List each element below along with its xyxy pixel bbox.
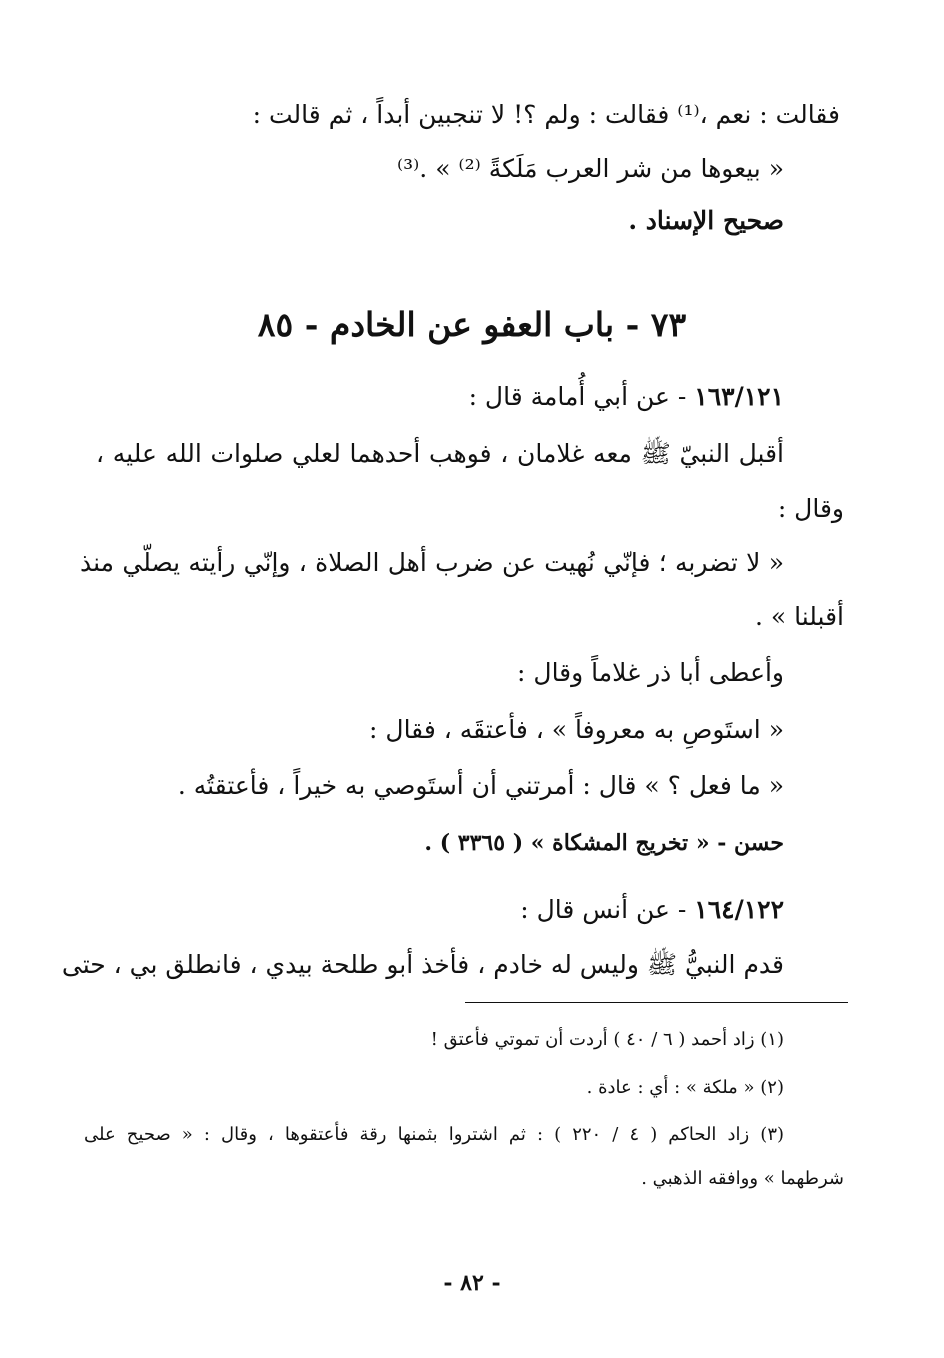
footnote: (٣) زاد الحاكم ( ٤ / ٢٢٠ ) : ثم اشتروا بثمنها رقة فأعتقوها ، وقال : « صحيح على [84,1124,785,1145]
footnote: (٢) « ملكة » : أي : عادة . [586,1077,784,1098]
hadith-intro: - عن أنس قال : [520,895,695,924]
text-line: فقالت : نعم ،⁽¹⁾ فقالت : ولم ؟! لا تنجبين أبداً ، ثم قالت : [252,100,840,129]
footnote: شرطهما » ووافقه الذهبي . [641,1168,844,1189]
hadith-number: ١٦٣/١٢١ [694,382,784,411]
footnote-separator [465,1002,848,1003]
text-line: أقبلنا » . [754,602,844,631]
text-line: أقبل النبيّ ﷺ معه غلامان ، فوهب أحدهما لعلي صلوات الله عليه ، [96,439,784,468]
text-line: قدم النبيُّ ﷺ وليس له خادم ، فأخذ أبو طلحة بيدي ، فانطلق بي ، حتى [61,950,784,979]
text-line: « لا تضربه ؛ فإنّي نُهيت عن ضرب أهل الصلاة ، وإنّي رأيته يصلّي منذ [80,548,784,577]
chapter-heading: ٧٣ - باب العفو عن الخادم - ٨٥ [257,305,687,344]
text-line: « استَوصِ به معروفاً » ، فأعتقَه ، فقال : [369,715,784,744]
text-line: وقال : [777,494,844,523]
hadith-header [469,380,784,414]
grading-text: حسن - « تخريج المشكاة » ( ٣٣٦٥ ) . [424,830,784,856]
footnote: (١) زاد أحمد ( ٦ / ٤٠ ) أردت أن تموتي فأعتق ! [430,1029,784,1050]
page-number: - ٨٢ - [443,1270,501,1296]
text-line: « بيعوها من شر العرب مَلَكةً ⁽²⁾ » .⁽³⁾ [396,154,784,183]
hadith-number: ١٦٤/١٢٢ [694,895,784,924]
grading-text: صحيح الإسناد . [628,206,784,235]
text-line: « ما فعل ؟ » قال : أمرتني أن أستَوصي به خيراً ، فأعتقتُه . [177,771,784,800]
text-line: وأعطى أبا ذر غلاماً وقال : [517,658,784,687]
hadith-intro: - عن أبي أُمامة قال : [468,382,695,411]
hadith-header [520,893,784,927]
